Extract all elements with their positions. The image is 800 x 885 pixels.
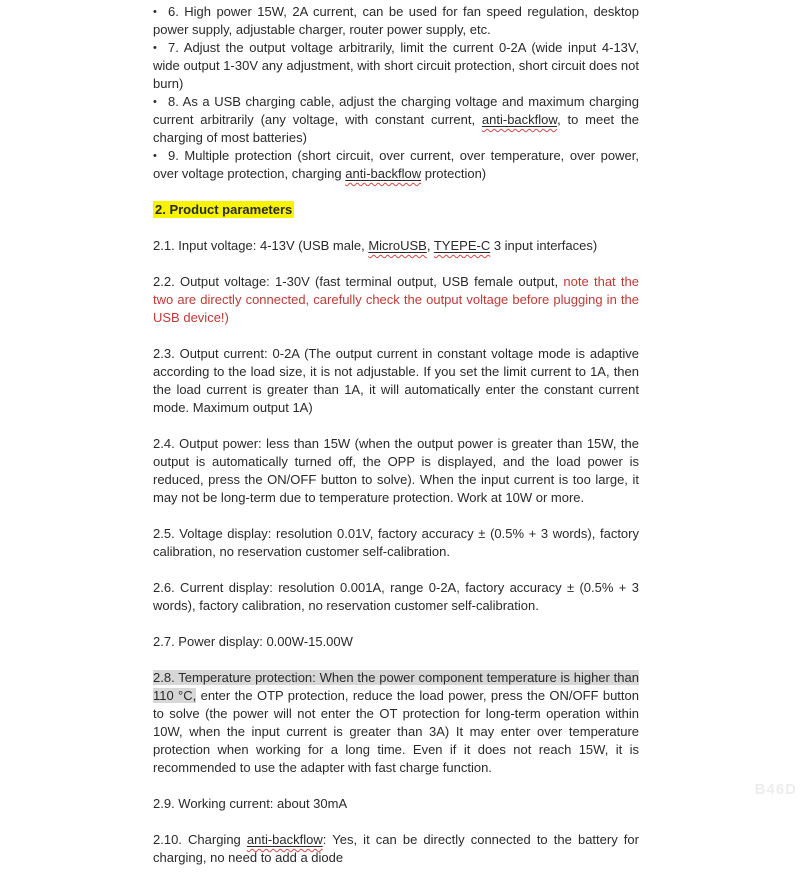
bullet-item bbox=[153, 93, 639, 147]
paragraph bbox=[153, 273, 639, 327]
text-segment: 6. High power 15W, 2A current, can be used for fan speed regulation, desktop power supply, adjustable charger, router power supply, etc. bbox=[153, 4, 639, 37]
text-segment: 2.9. Working current: about 30mA bbox=[153, 796, 348, 811]
paragraph bbox=[153, 579, 639, 615]
text-segment: 2.10. Charging bbox=[153, 832, 247, 847]
spellcheck-squiggle: TYEPE-C bbox=[433, 238, 491, 253]
spellcheck-word bbox=[434, 238, 490, 253]
text-segment: 2.5. Voltage display: resolution 0.01V, factory accuracy ± (0.5% + 3 words), factory calibration, no reservation customer self-calibration. bbox=[153, 526, 639, 559]
document-content bbox=[153, 3, 639, 885]
section-heading bbox=[153, 201, 639, 219]
text-segment: 2.8. Temperature protection: When the power component temperature is higher than 110 °C, bbox=[153, 670, 639, 703]
text-segment: , to meet the charging of most batteries) bbox=[153, 112, 639, 145]
bullet-icon: • bbox=[153, 96, 157, 108]
text-segment: 8. As a USB charging cable, adjust the charging voltage and maximum charging current arbitrarily (any voltage, with constant current, bbox=[153, 94, 639, 127]
text-segment: 7. Adjust the output voltage arbitrarily, limit the current 0-2A (wide input 4-13V, wide output 1-30V any adjustment, with short circuit protection, short circuit does not burn) bbox=[153, 40, 639, 91]
spellcheck-squiggle: anti-backflow bbox=[481, 112, 558, 127]
text-segment: protection) bbox=[421, 166, 487, 181]
spellcheck-word bbox=[482, 112, 557, 127]
paragraph bbox=[153, 237, 639, 255]
paragraph bbox=[153, 795, 639, 813]
text-segment: 2.1. Input voltage: 4-13V (USB male, bbox=[153, 238, 369, 253]
bullet-icon: • bbox=[153, 6, 157, 18]
paragraph bbox=[153, 345, 639, 417]
spellcheck-squiggle: MicroUSB bbox=[368, 238, 427, 253]
text-segment: 3 input interfaces) bbox=[490, 238, 598, 253]
bullet-item bbox=[153, 147, 639, 183]
heading-highlight bbox=[153, 201, 294, 218]
paragraph bbox=[153, 669, 639, 777]
paragraph bbox=[153, 435, 639, 507]
text-segment: : Yes, it can be directly connected to the battery for charging, no need to add a diode bbox=[153, 832, 639, 865]
spellcheck-word bbox=[247, 832, 323, 847]
bullet-icon: • bbox=[153, 150, 157, 162]
text-segment: note that the two are directly connected, carefully check the output voltage before plugging in the USB device!) bbox=[153, 274, 640, 325]
spellcheck-squiggle: anti-backflow bbox=[345, 166, 422, 181]
paragraph bbox=[153, 831, 639, 867]
text-segment: 2. Product parameters bbox=[155, 202, 293, 217]
paragraph bbox=[153, 525, 639, 561]
watermark-text: B46D bbox=[754, 781, 797, 798]
text-segment: 2.3. Output current: 0-2A (The output current in constant voltage mode is adaptive according to the load size, it is not adjustable. If you set the limit current to 1A, then the load current is greater than 1A, it will automatically enter the constant current mode. Maximum output 1A) bbox=[153, 346, 639, 415]
text-segment: 2.7. Power display: 0.00W-15.00W bbox=[153, 634, 353, 649]
paragraph bbox=[153, 633, 639, 651]
bullet-item bbox=[153, 39, 639, 93]
text-segment: 2.2. Output voltage: 1-30V (fast terminal output, USB female output, bbox=[153, 274, 564, 289]
spellcheck-word bbox=[345, 166, 421, 181]
bullet-item bbox=[153, 3, 639, 39]
text-segment: 2.4. Output power: less than 15W (when the output power is greater than 15W, the output is automatically turned off, the OPP is displayed, and the load power is reduced, press the ON/OFF button to solve). When the input current is too large, it may not be long-term due to temperature protection. Work at 10W or more. bbox=[153, 436, 639, 505]
text-segment: 9. Multiple protection (short circuit, over current, over temperature, over power, over voltage protection, charging bbox=[153, 148, 639, 181]
bullet-icon: • bbox=[153, 42, 157, 54]
spellcheck-word bbox=[368, 238, 427, 253]
spellcheck-squiggle: anti-backflow bbox=[246, 832, 323, 847]
text-segment: enter the OTP protection, reduce the load power, press the ON/OFF button to solve (the power will not enter the OT protection for long-term operation within 10W, when the input current is greater than 3A) It may enter over temperature protection when working for a long time. Even if it does not reach 15W, it is recommended to use the adapter with fast charge function. bbox=[153, 688, 639, 775]
text-segment: 2.6. Current display: resolution 0.001A, range 0-2A, factory accuracy ± (0.5% + 3 words), factory calibration, no reservation customer self-calibration. bbox=[153, 580, 639, 613]
text-segment: , bbox=[426, 238, 434, 253]
